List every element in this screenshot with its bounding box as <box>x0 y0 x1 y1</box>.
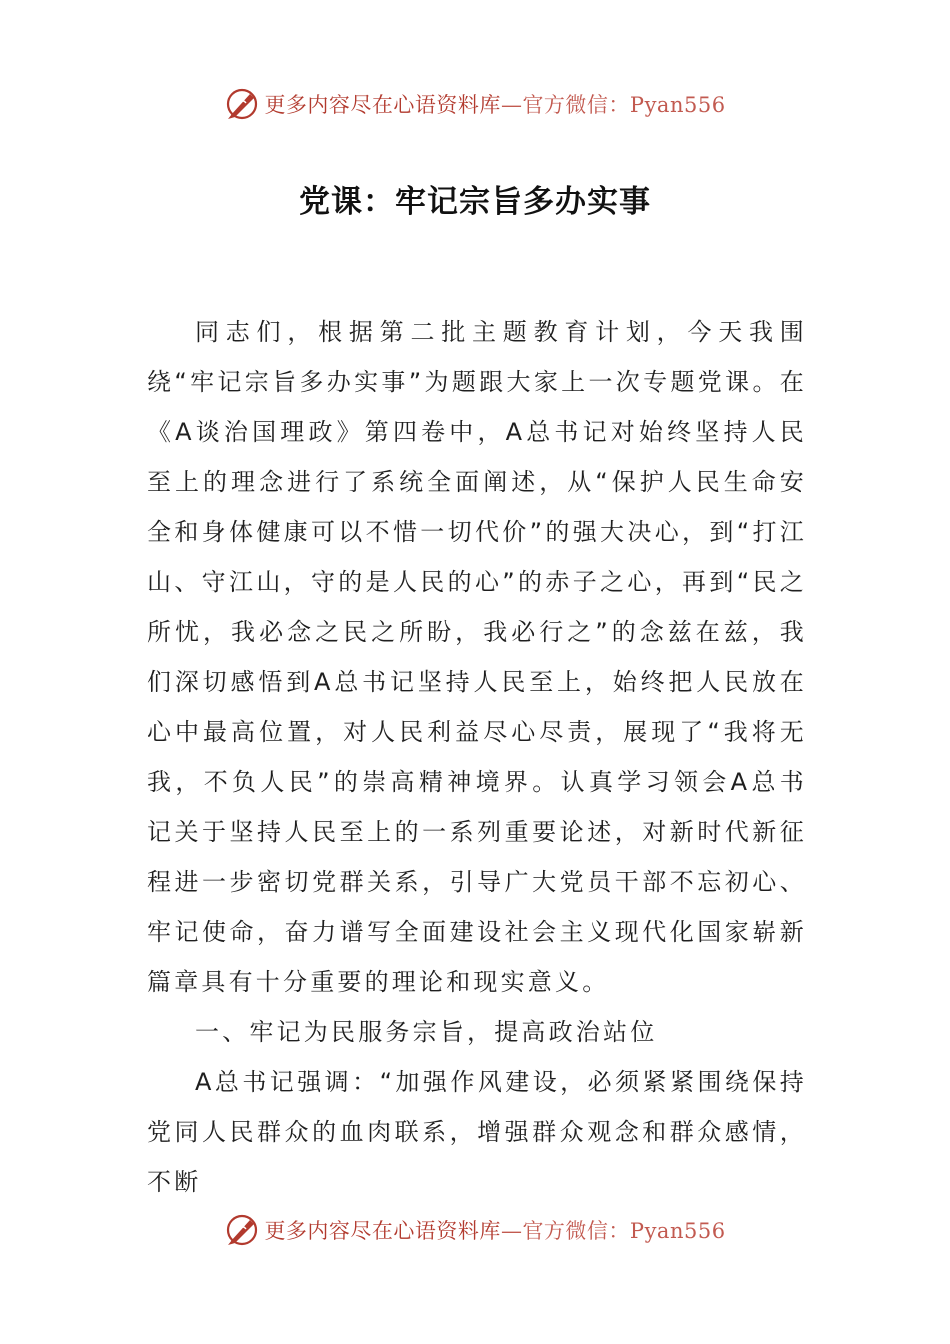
footer-banner-text <box>264 1215 725 1245</box>
header-banner-main: 更多内容尽在心语资料库 <box>264 93 501 117</box>
paragraph-intro: 同志们，根据第二批主题教育计划，今天我围绕“牢记宗旨多办实事”为题跟大家上一次专题党课。在《A谈治国理政》第四卷中，A总书记对始终坚持人民至上的理念进行了系统全面阐述，从“保护人民生命安全和身体健康可以不惜一切代价”的强大决心，到“打江山、守江山，守的是人民的心”的赤子之心，再到“民之所忧，我必念之民之所盼，我必行之”的念兹在兹，我们深切感悟到A总书记坚持人民至上，始终把人民放在心中最高位置，对人民利益尽心尽责，展现了“我将无我，不负人民”的崇高精神境界。认真学习领会A总书记关于坚持人民至上的一系列重要论述，对新时代新征程进一步密切党群关系，引导广大党员干部不忘初心、牢记使命，奋力谱写全面建设社会主义现代化国家崭新篇章具有十分重要的理论和现实意义。 <box>147 318 807 996</box>
pen-logo-icon <box>224 1212 260 1248</box>
footer-banner-rest: —官方微信：Pyan556 <box>500 1219 726 1243</box>
header-banner <box>0 84 950 124</box>
header-banner-text <box>264 89 725 119</box>
document-body <box>147 307 807 1207</box>
pen-logo-icon <box>224 86 260 122</box>
footer-banner <box>0 1210 950 1250</box>
footer-banner-main: 更多内容尽在心语资料库 <box>264 1219 501 1243</box>
header-banner-rest: —官方微信：Pyan556 <box>500 93 726 117</box>
section-heading: 一、牢记为民服务宗旨，提高政治站位 <box>195 1018 658 1046</box>
paragraph-quote: A总书记强调：“加强作风建设，必须紧紧围绕保持党同人民群众的血肉联系，增强群众观念和群众感情，不断 <box>147 1068 807 1196</box>
document-title: 党课：牢记宗旨多办实事 <box>299 184 651 220</box>
